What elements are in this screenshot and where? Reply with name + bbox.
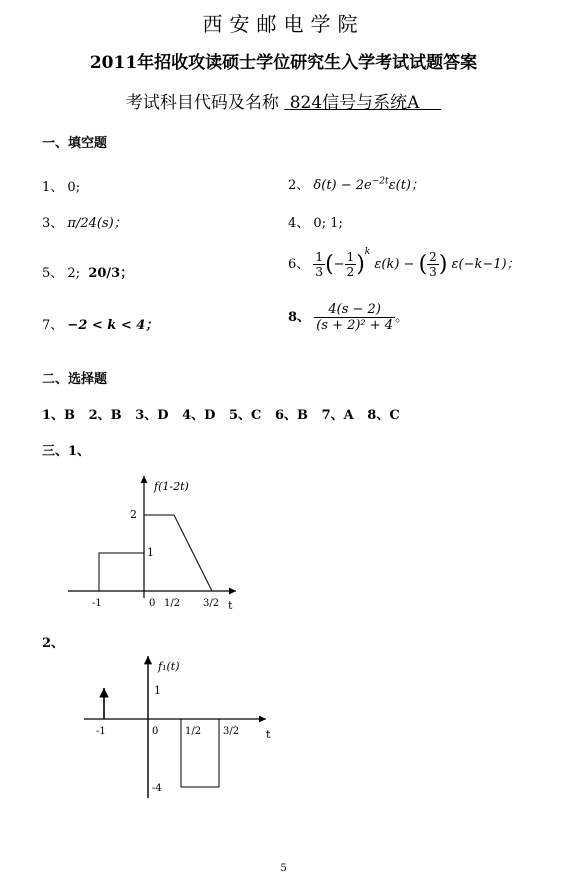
- page-number: 5: [280, 863, 287, 874]
- tick-x-0: 0: [152, 726, 159, 737]
- axis-t: t: [266, 728, 271, 741]
- tick-x-half: 1/2: [185, 726, 202, 737]
- section3-sub2: 2、: [42, 636, 65, 651]
- tick-y-1: 1: [147, 546, 154, 559]
- answer-8: 8、 $\frac{4(s - 2)}{\text{(s + 2)² + 4}}$ 。: [288, 302, 409, 333]
- tick-x-3half: 3/2: [223, 726, 240, 737]
- tick-x-half: 1/2: [164, 598, 181, 609]
- section1-title: 一、填空题: [42, 136, 108, 151]
- fn-label: f(1-2t): [154, 480, 189, 493]
- exam-title: 2011年招收攻读硕士学位研究生入学考试试题答案: [89, 53, 478, 73]
- tick-y-1: 1: [154, 684, 161, 697]
- plot-f1-t: [80, 650, 280, 810]
- answer-2: 2、 $\delta(t) - 2e^{-2t}\varepsilon(t)$；: [288, 176, 424, 193]
- answer-7: 7、 −2 < k < 4；: [42, 318, 159, 333]
- tick-x-m1: -1: [96, 726, 106, 737]
- tick-x-3half: 3/2: [203, 598, 220, 609]
- university-name: 西安邮电学院: [202, 12, 365, 36]
- answer-3: 3、 π/24(s)；: [42, 216, 127, 231]
- subject-prefix: 考试科目代码及名称: [125, 93, 279, 113]
- fn-label: f₁(t): [158, 660, 180, 673]
- answer-4: 4、 0; 1;: [288, 216, 343, 231]
- section3-title: 三、1、: [42, 444, 91, 459]
- subject-line: [0, 88, 567, 113]
- plot-f-1-2t: [60, 470, 260, 615]
- choice-answers: 1、B 2、B 3、D 4、D 5、C 6、B 7、A 8、C: [42, 408, 400, 423]
- section2-title: 二、选择题: [42, 372, 108, 387]
- answer-5: 5、 2; 20/3；: [42, 266, 134, 281]
- subject-name: 824信号与系统A: [289, 93, 420, 113]
- answer-1: 1、 0;: [42, 180, 81, 195]
- tick-x-0: 0: [149, 598, 156, 609]
- waveform: [99, 515, 212, 591]
- tick-x-m1: -1: [92, 598, 102, 609]
- answer-6: 6、 $\frac{1}{3}$ (− $\frac{1}{2}$ )$^k$ ε(k) − ( $\frac{2}{3}$ ) ε(−k−1)；: [288, 247, 520, 279]
- axis-t: t: [228, 599, 233, 612]
- tick-y-m4: -4: [152, 783, 162, 794]
- tick-y-2: 2: [130, 508, 137, 521]
